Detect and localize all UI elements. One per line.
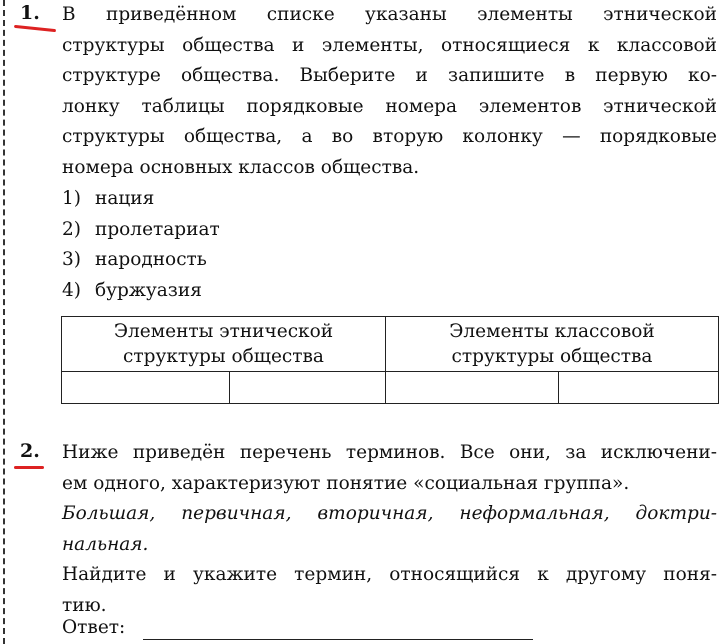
task1-options-list bbox=[62, 184, 220, 306]
task1-red-underline bbox=[14, 25, 56, 32]
answer-cell[interactable] bbox=[230, 372, 386, 404]
option-text: пролетариат bbox=[95, 218, 220, 240]
answer-cell[interactable] bbox=[559, 372, 719, 404]
answer-input-line[interactable] bbox=[143, 639, 533, 640]
task2-line: Ниже приведён перечень терминов. Все они, за исключени- bbox=[62, 442, 717, 463]
task1-line: структуры общества, а во вторую колонку — порядковые bbox=[62, 126, 717, 147]
answer-table bbox=[61, 316, 719, 404]
task1-number: 1. bbox=[20, 2, 40, 24]
header-text: Элементы классовой bbox=[449, 321, 655, 342]
task1-line: В приведённом списке указаны элементы этнической bbox=[62, 4, 717, 25]
task1-statement bbox=[62, 0, 717, 183]
task1-line: лонку таблицы порядковые номера элементов этнической bbox=[62, 95, 717, 117]
header-text: Элементы этнической bbox=[113, 321, 334, 342]
task2-line: ем одного, характеризуют понятие «социальная группа». bbox=[62, 472, 630, 494]
table-row bbox=[62, 372, 719, 404]
task1-line: номера основных классов общества. bbox=[62, 156, 420, 178]
option-number: 4) bbox=[62, 279, 81, 301]
option-text: буржуазия bbox=[95, 279, 202, 301]
dashed-margin-line bbox=[3, 0, 5, 644]
task2-number: 2. bbox=[20, 440, 40, 462]
option-number: 1) bbox=[62, 188, 81, 209]
option-number: 3) bbox=[62, 249, 81, 270]
terms-line: Большая, первичная, вторичная, неформальная, доктри- bbox=[62, 503, 717, 524]
question-line: тию. bbox=[62, 594, 107, 616]
header-text: структуры общества bbox=[123, 346, 324, 367]
option-number: 2) bbox=[62, 218, 81, 240]
header-ethnic-structure bbox=[62, 317, 386, 372]
answer-cell[interactable] bbox=[62, 372, 230, 404]
task2-statement bbox=[62, 438, 717, 621]
list-item bbox=[62, 276, 220, 307]
answer-label: Ответ: bbox=[62, 617, 126, 638]
list-item bbox=[62, 215, 220, 246]
table-header-row bbox=[62, 317, 719, 372]
option-text: нация bbox=[95, 188, 155, 209]
task1-line: структуре общества. Выберите и запишите в первую ко- bbox=[62, 65, 717, 86]
header-class-structure bbox=[386, 317, 719, 372]
list-item bbox=[62, 245, 220, 276]
terms-line: нальная. bbox=[62, 533, 149, 555]
question-line: Найдите и укажите термин, относящийся к другому поня- bbox=[62, 564, 717, 585]
option-text: народность bbox=[95, 249, 207, 270]
task2-red-underline bbox=[14, 466, 44, 469]
answer-cell[interactable] bbox=[386, 372, 559, 404]
header-text: структуры общества bbox=[451, 346, 653, 367]
task1-line: структуры общества и элементы, относящиеся к классовой bbox=[62, 34, 717, 56]
list-item bbox=[62, 184, 220, 215]
